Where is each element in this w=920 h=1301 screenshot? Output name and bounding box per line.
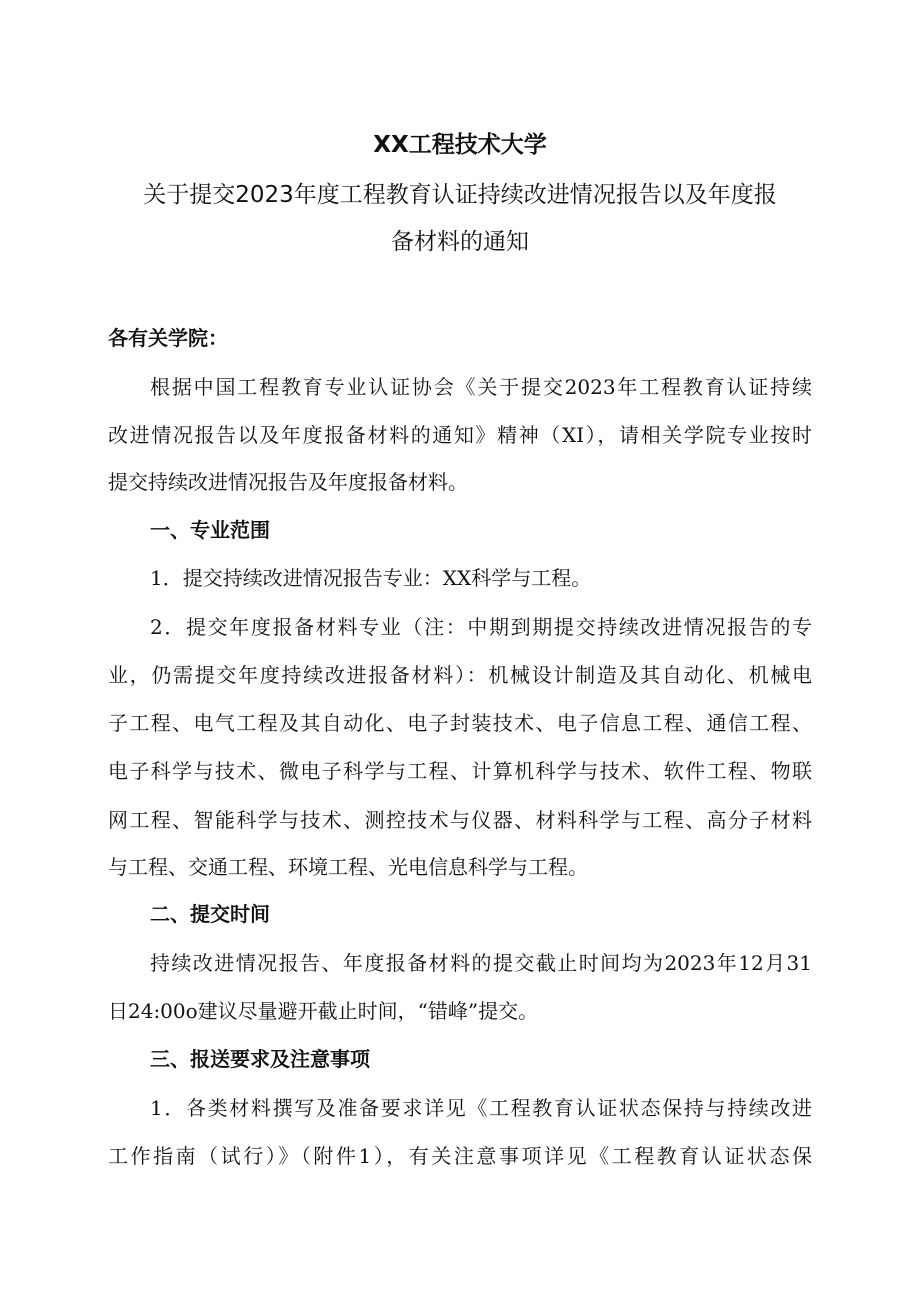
scope-item-2-line: 网工程、智能科学与技术、测控技术与仪器、材料科学与工程、高分子材料 [108,808,812,832]
scope-item-2-line: 子工程、电气工程及其自动化、电子封装技术、电子信息工程、通信工程、 [108,711,812,735]
scope-item-2-line: 电子科学与技术、微电子科学与工程、计算机科学与技术、软件工程、物联 [108,759,812,783]
intro-line: 根据中国工程教育专业认证协会《关于提交2023年工程教育认证持续 [150,375,812,399]
section-heading-time: 二、提交时间 [150,902,270,926]
title-line-3: 备材料的通知 [391,229,529,255]
time-line: 日24:00o建议尽量避开截止时间，“错峰”提交。 [108,999,539,1023]
title-line-2: 关于提交2023年度工程教育认证持续改进情况报告以及年度报 [143,182,777,208]
intro-line: 改进情况报告以及年度报备材料的通知》精神（XI），请相关学院专业按时 [108,423,812,447]
salutation: 各有关学院： [108,326,228,350]
scope-item-1: 1．提交持续改进情况报告专业：XX科学与工程。 [150,566,592,590]
scope-item-2-line: 2．提交年度报备材料专业（注：中期到期提交持续改进情况报告的专 [150,615,812,639]
scope-item-2-line: 与工程、交通工程、环境工程、光电信息科学与工程。 [108,855,588,879]
intro-line: 提交持续改进情况报告及年度报备材料。 [108,470,468,494]
scope-item-2-line: 业，仍需提交年度持续改进报备材料）：机械设计制造及其自动化、机械电 [108,663,812,687]
section-heading-scope: 一、专业范围 [150,518,270,542]
title-university: XX工程技术大学 [373,132,547,158]
section-heading-requirements: 三、报送要求及注意事项 [150,1047,370,1071]
time-line: 持续改进情况报告、年度报备材料的提交截止时间均为2023年12月31 [150,951,812,975]
requirements-line: 工作指南（试行）》（附件1），有关注意事项详见《工程教育认证状态保 [108,1144,812,1168]
requirements-line: 1．各类材料撰写及准备要求详见《工程教育认证状态保持与持续改进 [150,1096,812,1120]
